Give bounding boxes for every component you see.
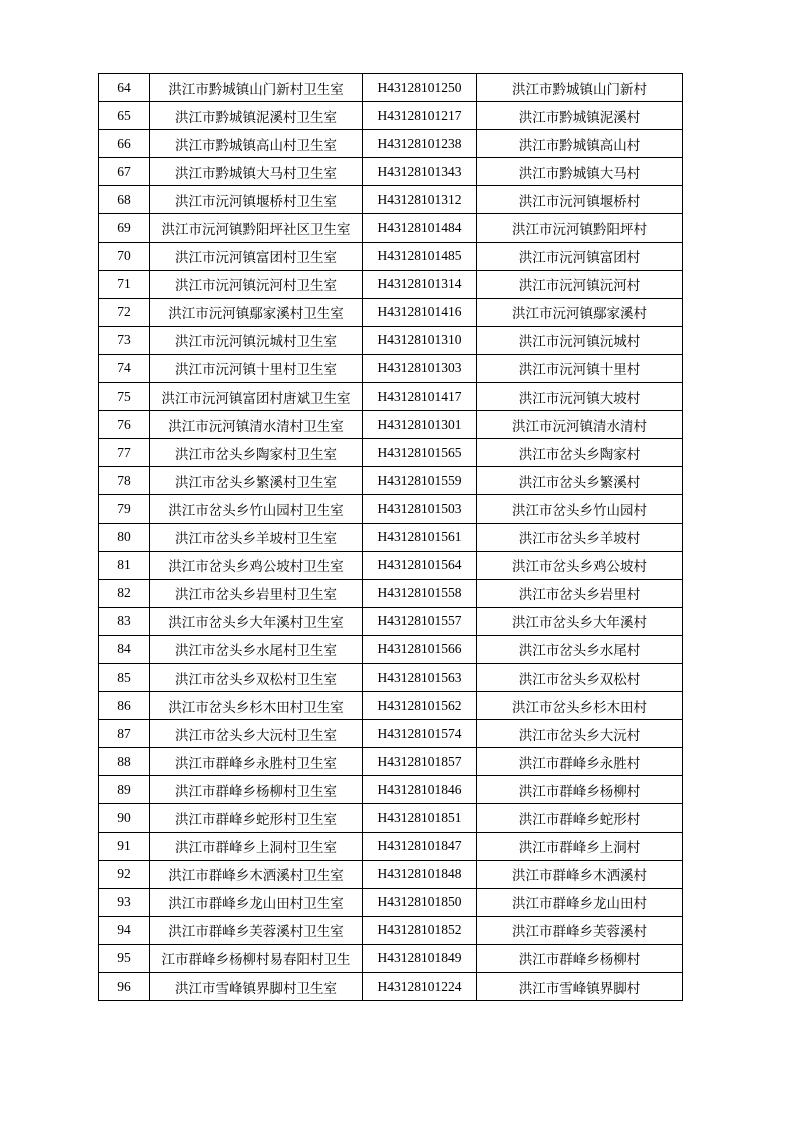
table-row	[99, 102, 683, 130]
clinic-code-cell: H43128101559	[363, 467, 477, 495]
clinic-name-cell: 洪江市岔头乡繁溪村卫生室	[150, 467, 363, 495]
clinic-address-cell: 洪江市岔头乡水尾村	[477, 635, 683, 663]
table-row	[99, 551, 683, 579]
table-row	[99, 832, 683, 860]
table-row	[99, 298, 683, 326]
clinic-name-cell: 洪江市沅河镇十里村卫生室	[150, 354, 363, 382]
clinic-table	[98, 73, 683, 1001]
clinic-address-cell: 洪江市沅河镇堰桥村	[477, 186, 683, 214]
clinic-code-cell: H43128101310	[363, 326, 477, 354]
clinic-address-cell: 洪江市黔城镇泥溪村	[477, 102, 683, 130]
clinic-table-body	[99, 74, 683, 1001]
row-number-cell: 70	[99, 242, 150, 270]
clinic-name-cell: 洪江市群峰乡龙山田村卫生室	[150, 888, 363, 916]
clinic-name-cell: 洪江市黔城镇山门新村卫生室	[150, 74, 363, 102]
clinic-name-cell: 洪江市岔头乡竹山园村卫生室	[150, 495, 363, 523]
clinic-name-cell: 洪江市岔头乡岩里村卫生室	[150, 579, 363, 607]
clinic-code-cell: H43128101851	[363, 804, 477, 832]
clinic-code-cell: H43128101846	[363, 776, 477, 804]
table-row	[99, 973, 683, 1001]
clinic-address-cell: 洪江市岔头乡繁溪村	[477, 467, 683, 495]
clinic-code-cell: H43128101562	[363, 692, 477, 720]
clinic-code-cell: H43128101557	[363, 607, 477, 635]
row-number-cell: 79	[99, 495, 150, 523]
row-number-cell: 88	[99, 748, 150, 776]
clinic-address-cell: 洪江市岔头乡岩里村	[477, 579, 683, 607]
table-row	[99, 748, 683, 776]
clinic-address-cell: 洪江市群峰乡芙蓉溪村	[477, 916, 683, 944]
table-row	[99, 158, 683, 186]
clinic-name-cell: 洪江市岔头乡杉木田村卫生室	[150, 692, 363, 720]
row-number-cell: 72	[99, 298, 150, 326]
clinic-name-cell: 洪江市岔头乡大沅村卫生室	[150, 720, 363, 748]
table-row	[99, 130, 683, 158]
clinic-name-cell: 洪江市黔城镇高山村卫生室	[150, 130, 363, 158]
clinic-name-cell: 洪江市岔头乡羊坡村卫生室	[150, 523, 363, 551]
clinic-address-cell: 洪江市群峰乡永胜村	[477, 748, 683, 776]
clinic-code-cell: H43128101564	[363, 551, 477, 579]
clinic-code-cell: H43128101238	[363, 130, 477, 158]
table-row	[99, 411, 683, 439]
clinic-code-cell: H43128101574	[363, 720, 477, 748]
clinic-code-cell: H43128101417	[363, 383, 477, 411]
clinic-name-cell: 洪江市沅河镇鄢家溪村卫生室	[150, 298, 363, 326]
table-row	[99, 495, 683, 523]
clinic-code-cell: H43128101485	[363, 242, 477, 270]
clinic-name-cell: 洪江市黔城镇大马村卫生室	[150, 158, 363, 186]
clinic-address-cell: 洪江市沅河镇十里村	[477, 354, 683, 382]
clinic-address-cell: 洪江市群峰乡杨柳村	[477, 944, 683, 972]
clinic-name-cell: 洪江市沅河镇清水清村卫生室	[150, 411, 363, 439]
row-number-cell: 75	[99, 383, 150, 411]
clinic-code-cell: H43128101850	[363, 888, 477, 916]
table-row	[99, 635, 683, 663]
clinic-code-cell: H43128101416	[363, 298, 477, 326]
row-number-cell: 82	[99, 579, 150, 607]
clinic-address-cell: 洪江市沅河镇沅河村	[477, 270, 683, 298]
clinic-address-cell: 洪江市岔头乡陶家村	[477, 439, 683, 467]
clinic-code-cell: H43128101857	[363, 748, 477, 776]
row-number-cell: 94	[99, 916, 150, 944]
clinic-code-cell: H43128101314	[363, 270, 477, 298]
clinic-name-cell: 洪江市沅河镇沅城村卫生室	[150, 326, 363, 354]
row-number-cell: 77	[99, 439, 150, 467]
table-row	[99, 214, 683, 242]
clinic-name-cell: 洪江市岔头乡鸡公坡村卫生室	[150, 551, 363, 579]
clinic-name-cell: 洪江市群峰乡芙蓉溪村卫生室	[150, 916, 363, 944]
clinic-code-cell: H43128101848	[363, 860, 477, 888]
clinic-name-cell: 洪江市黔城镇泥溪村卫生室	[150, 102, 363, 130]
row-number-cell: 96	[99, 973, 150, 1001]
row-number-cell: 69	[99, 214, 150, 242]
table-row	[99, 523, 683, 551]
clinic-address-cell: 洪江市黔城镇山门新村	[477, 74, 683, 102]
table-row	[99, 944, 683, 972]
row-number-cell: 66	[99, 130, 150, 158]
row-number-cell: 89	[99, 776, 150, 804]
clinic-address-cell: 洪江市岔头乡羊坡村	[477, 523, 683, 551]
row-number-cell: 64	[99, 74, 150, 102]
row-number-cell: 68	[99, 186, 150, 214]
clinic-name-cell: 洪江市沅河镇沅河村卫生室	[150, 270, 363, 298]
clinic-code-cell: H43128101565	[363, 439, 477, 467]
table-row	[99, 74, 683, 102]
table-row	[99, 804, 683, 832]
clinic-code-cell: H43128101484	[363, 214, 477, 242]
clinic-address-cell: 洪江市岔头乡竹山园村	[477, 495, 683, 523]
clinic-address-cell: 洪江市群峰乡龙山田村	[477, 888, 683, 916]
clinic-code-cell: H43128101303	[363, 354, 477, 382]
clinic-name-cell: 洪江市岔头乡大年溪村卫生室	[150, 607, 363, 635]
clinic-name-cell: 洪江市岔头乡水尾村卫生室	[150, 635, 363, 663]
clinic-address-cell: 洪江市沅河镇大坡村	[477, 383, 683, 411]
clinic-code-cell: H43128101849	[363, 944, 477, 972]
table-row	[99, 579, 683, 607]
table-row	[99, 776, 683, 804]
row-number-cell: 80	[99, 523, 150, 551]
clinic-address-cell: 洪江市雪峰镇界脚村	[477, 973, 683, 1001]
row-number-cell: 90	[99, 804, 150, 832]
clinic-address-cell: 洪江市沅河镇富团村	[477, 242, 683, 270]
clinic-code-cell: H43128101312	[363, 186, 477, 214]
clinic-address-cell: 洪江市群峰乡木洒溪村	[477, 860, 683, 888]
clinic-address-cell: 洪江市沅河镇清水清村	[477, 411, 683, 439]
table-row	[99, 354, 683, 382]
clinic-code-cell: H43128101301	[363, 411, 477, 439]
table-row	[99, 270, 683, 298]
clinic-address-cell: 洪江市岔头乡双松村	[477, 663, 683, 691]
table-row	[99, 467, 683, 495]
row-number-cell: 87	[99, 720, 150, 748]
clinic-address-cell: 洪江市群峰乡上洞村	[477, 832, 683, 860]
table-row	[99, 692, 683, 720]
clinic-address-cell: 洪江市岔头乡大沅村	[477, 720, 683, 748]
clinic-name-cell: 洪江市群峰乡永胜村卫生室	[150, 748, 363, 776]
clinic-address-cell: 洪江市群峰乡杨柳村	[477, 776, 683, 804]
table-row	[99, 720, 683, 748]
row-number-cell: 73	[99, 326, 150, 354]
table-row	[99, 439, 683, 467]
clinic-code-cell: H43128101563	[363, 663, 477, 691]
clinic-name-cell: 洪江市群峰乡蛇形村卫生室	[150, 804, 363, 832]
clinic-name-cell: 洪江市沅河镇富团村唐斌卫生室	[150, 383, 363, 411]
row-number-cell: 83	[99, 607, 150, 635]
clinic-code-cell: H43128101224	[363, 973, 477, 1001]
table-row	[99, 860, 683, 888]
clinic-name-cell: 洪江市沅河镇富团村卫生室	[150, 242, 363, 270]
table-row	[99, 242, 683, 270]
clinic-address-cell: 洪江市黔城镇大马村	[477, 158, 683, 186]
row-number-cell: 67	[99, 158, 150, 186]
row-number-cell: 86	[99, 692, 150, 720]
table-row	[99, 663, 683, 691]
row-number-cell: 81	[99, 551, 150, 579]
row-number-cell: 95	[99, 944, 150, 972]
table-row	[99, 888, 683, 916]
clinic-name-cell: 洪江市群峰乡木洒溪村卫生室	[150, 860, 363, 888]
clinic-name-cell: 洪江市群峰乡上洞村卫生室	[150, 832, 363, 860]
row-number-cell: 91	[99, 832, 150, 860]
clinic-address-cell: 洪江市沅河镇鄢家溪村	[477, 298, 683, 326]
row-number-cell: 76	[99, 411, 150, 439]
table-row	[99, 607, 683, 635]
row-number-cell: 78	[99, 467, 150, 495]
clinic-name-cell: 洪江市岔头乡陶家村卫生室	[150, 439, 363, 467]
clinic-code-cell: H43128101217	[363, 102, 477, 130]
clinic-address-cell: 洪江市群峰乡蛇形村	[477, 804, 683, 832]
row-number-cell: 84	[99, 635, 150, 663]
clinic-name-cell: 洪江市沅河镇堰桥村卫生室	[150, 186, 363, 214]
clinic-address-cell: 洪江市岔头乡杉木田村	[477, 692, 683, 720]
clinic-code-cell: H43128101561	[363, 523, 477, 551]
clinic-name-cell: 洪江市岔头乡双松村卫生室	[150, 663, 363, 691]
clinic-address-cell: 洪江市岔头乡大年溪村	[477, 607, 683, 635]
clinic-name-cell: 江市群峰乡杨柳村易春阳村卫生	[150, 944, 363, 972]
clinic-name-cell: 洪江市雪峰镇界脚村卫生室	[150, 973, 363, 1001]
clinic-address-cell: 洪江市岔头乡鸡公坡村	[477, 551, 683, 579]
row-number-cell: 74	[99, 354, 150, 382]
clinic-code-cell: H43128101852	[363, 916, 477, 944]
clinic-code-cell: H43128101250	[363, 74, 477, 102]
row-number-cell: 93	[99, 888, 150, 916]
clinic-address-cell: 洪江市沅河镇黔阳坪村	[477, 214, 683, 242]
table-row	[99, 326, 683, 354]
row-number-cell: 65	[99, 102, 150, 130]
row-number-cell: 85	[99, 663, 150, 691]
clinic-name-cell: 洪江市群峰乡杨柳村卫生室	[150, 776, 363, 804]
row-number-cell: 71	[99, 270, 150, 298]
clinic-code-cell: H43128101566	[363, 635, 477, 663]
clinic-code-cell: H43128101558	[363, 579, 477, 607]
clinic-address-cell: 洪江市黔城镇高山村	[477, 130, 683, 158]
clinic-name-cell: 洪江市沅河镇黔阳坪社区卫生室	[150, 214, 363, 242]
clinic-code-cell: H43128101503	[363, 495, 477, 523]
clinic-code-cell: H43128101847	[363, 832, 477, 860]
table-row	[99, 383, 683, 411]
clinic-address-cell: 洪江市沅河镇沅城村	[477, 326, 683, 354]
row-number-cell: 92	[99, 860, 150, 888]
table-row	[99, 186, 683, 214]
clinic-code-cell: H43128101343	[363, 158, 477, 186]
table-row	[99, 916, 683, 944]
